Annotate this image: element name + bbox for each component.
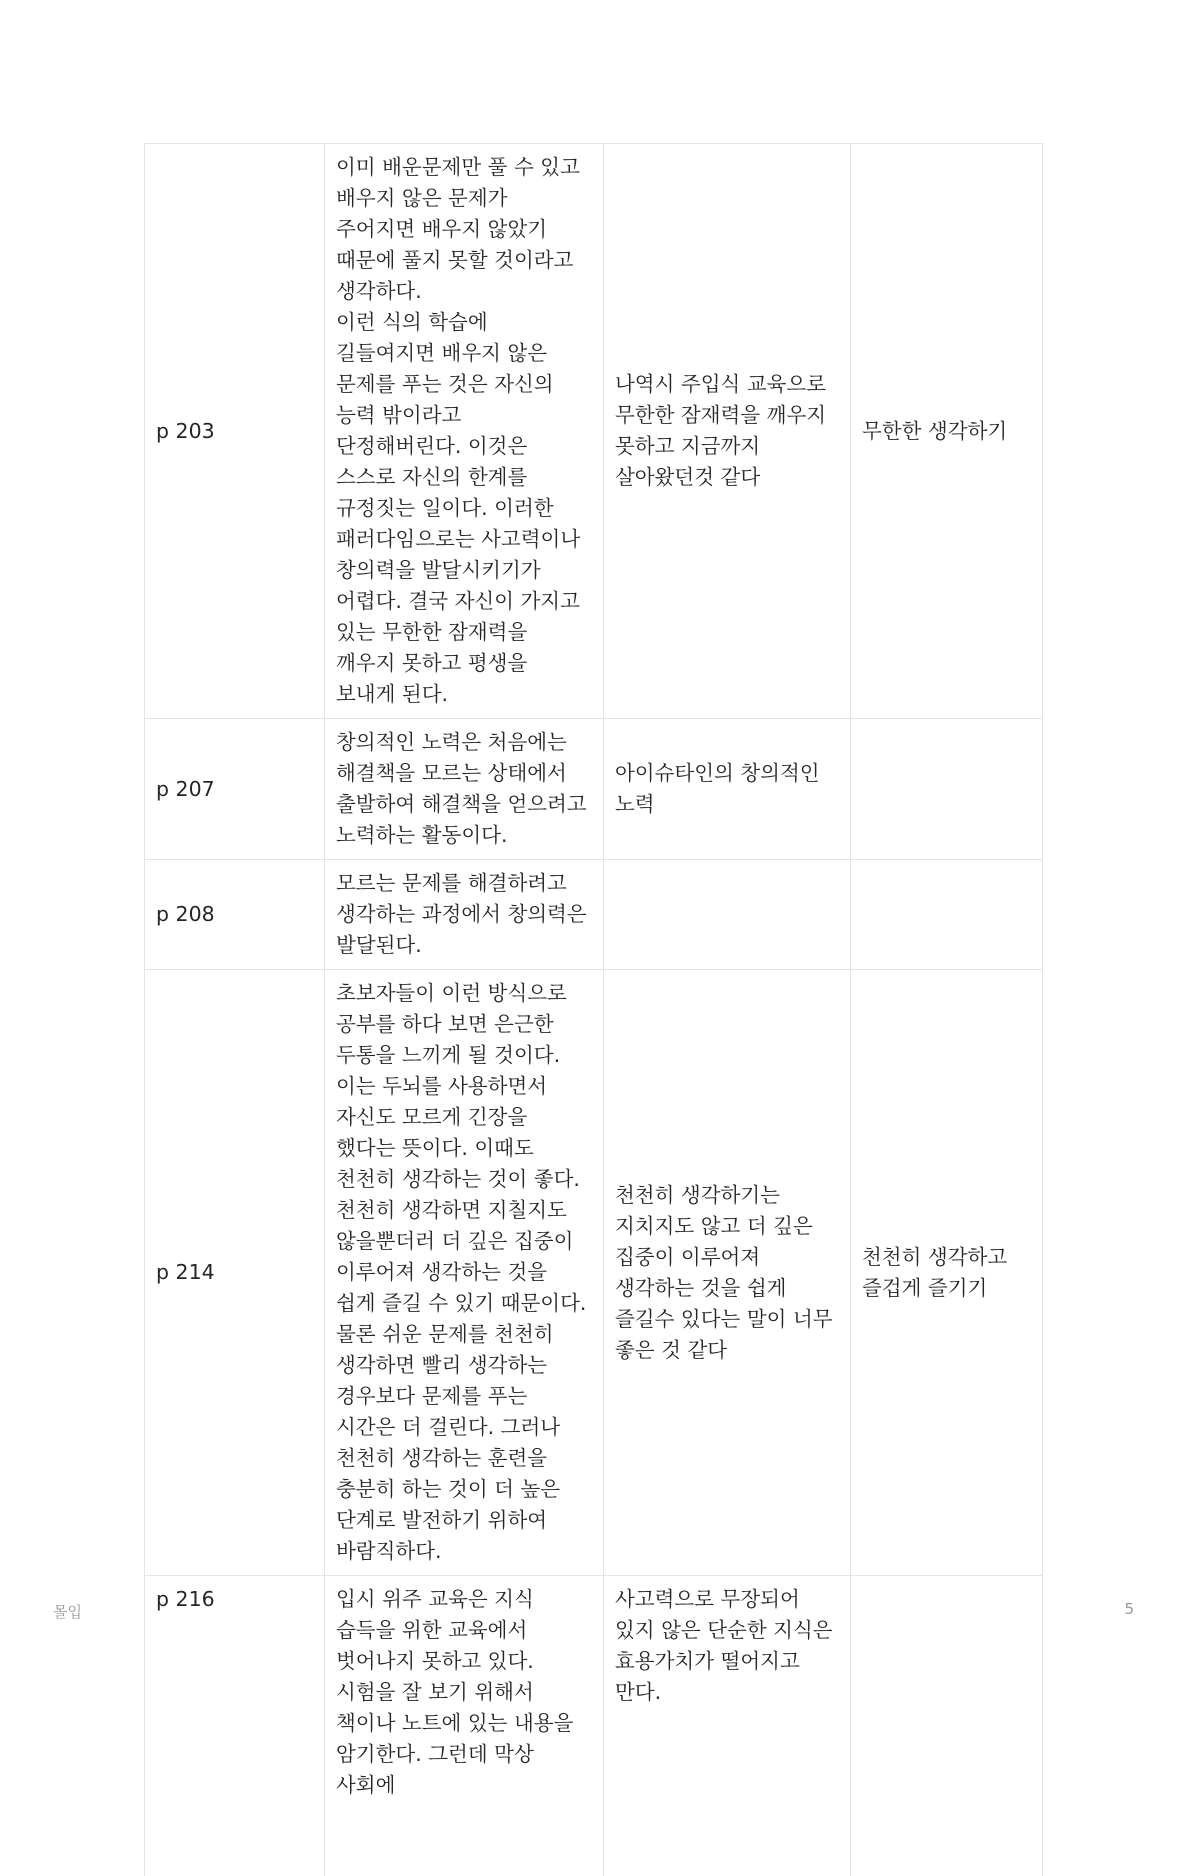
thought-cell: 나역시 주입식 교육으로 무한한 잠재력을 깨우지 못하고 지금까지 살아왔던것 같다 <box>604 144 851 719</box>
page-cell: p 203 <box>145 144 325 719</box>
page-cell: p 208 <box>145 860 325 970</box>
thought-cell: 아이슈타인의 창의적인 노력 <box>604 719 851 860</box>
action-cell: 천천히 생각하고 즐겁게 즐기기 <box>851 970 1043 1576</box>
action-cell <box>851 719 1043 860</box>
notes-table-container <box>144 143 1042 1797</box>
thought-cell: 사고력으로 무장되어 있지 않은 단순한 지식은 효용가치가 떨어지고 만다. <box>604 1576 851 1876</box>
table-row <box>145 719 1043 860</box>
table-row <box>145 144 1043 719</box>
page-cell: p 207 <box>145 719 325 860</box>
table-row <box>145 1576 1043 1876</box>
footer-page-number: 5 <box>1124 1600 1134 1618</box>
page-cell: p 216 <box>145 1576 325 1876</box>
action-cell <box>851 860 1043 970</box>
action-cell <box>851 1576 1043 1876</box>
footer-document-title: 몰입 <box>53 1603 82 1621</box>
quote-cell: 모르는 문제를 해결하려고 생각하는 과정에서 창의력은 발달된다. <box>325 860 604 970</box>
page-cell: p 214 <box>145 970 325 1576</box>
reading-notes-table <box>144 143 1043 1876</box>
action-cell: 무한한 생각하기 <box>851 144 1043 719</box>
table-row <box>145 970 1043 1576</box>
quote-cell: 창의적인 노력은 처음에는 해결책을 모르는 상태에서 출발하여 해결책을 얻으려고 노력하는 활동이다. <box>325 719 604 860</box>
table-row <box>145 860 1043 970</box>
thought-cell <box>604 860 851 970</box>
quote-cell: 이미 배운문제만 풀 수 있고 배우지 않은 문제가 주어지면 배우지 않았기 때문에 풀지 못할 것이라고 생각하다. 이런 식의 학습에 길들여지면 배우지 않은 문제를 푸는 것은 자신의 능력 밖이라고 단정해버린다. 이것은 스스로 자신의 한계를 규정짓는 일이다. 이러한 패러다임으로는 사고력이나 창의력을 발달시키기가 어렵다. 결국 자신이 가지고 있는 무한한 잠재력을 깨우지 못하고 평생을 보내게 된다. <box>325 144 604 719</box>
quote-cell: 입시 위주 교육은 지식 습득을 위한 교육에서 벗어나지 못하고 있다. 시험을 잘 보기 위해서 책이나 노트에 있는 내용을 암기한다. 그런데 막상 사회에 <box>325 1576 604 1876</box>
thought-cell: 천천히 생각하기는 지치지도 않고 더 깊은 집중이 이루어져 생각하는 것을 쉽게 즐길수 있다는 말이 너무 좋은 것 같다 <box>604 970 851 1576</box>
quote-cell: 초보자들이 이런 방식으로 공부를 하다 보면 은근한 두통을 느끼게 될 것이다. 이는 두뇌를 사용하면서 자신도 모르게 긴장을 했다는 뜻이다. 이때도 천천히 생각하는 것이 좋다. 천천히 생각하면 지칠지도 않을뿐더러 더 깊은 집중이 이루어져 생각하는 것을 쉽게 즐길 수 있기 때문이다. 물론 쉬운 문제를 천천히 생각하면 빨리 생각하는 경우보다 문제를 푸는 시간은 더 걸린다. 그러나 천천히 생각하는 훈련을 충분히 하는 것이 더 높은 단계로 발전하기 위하여 바람직하다. <box>325 970 604 1576</box>
